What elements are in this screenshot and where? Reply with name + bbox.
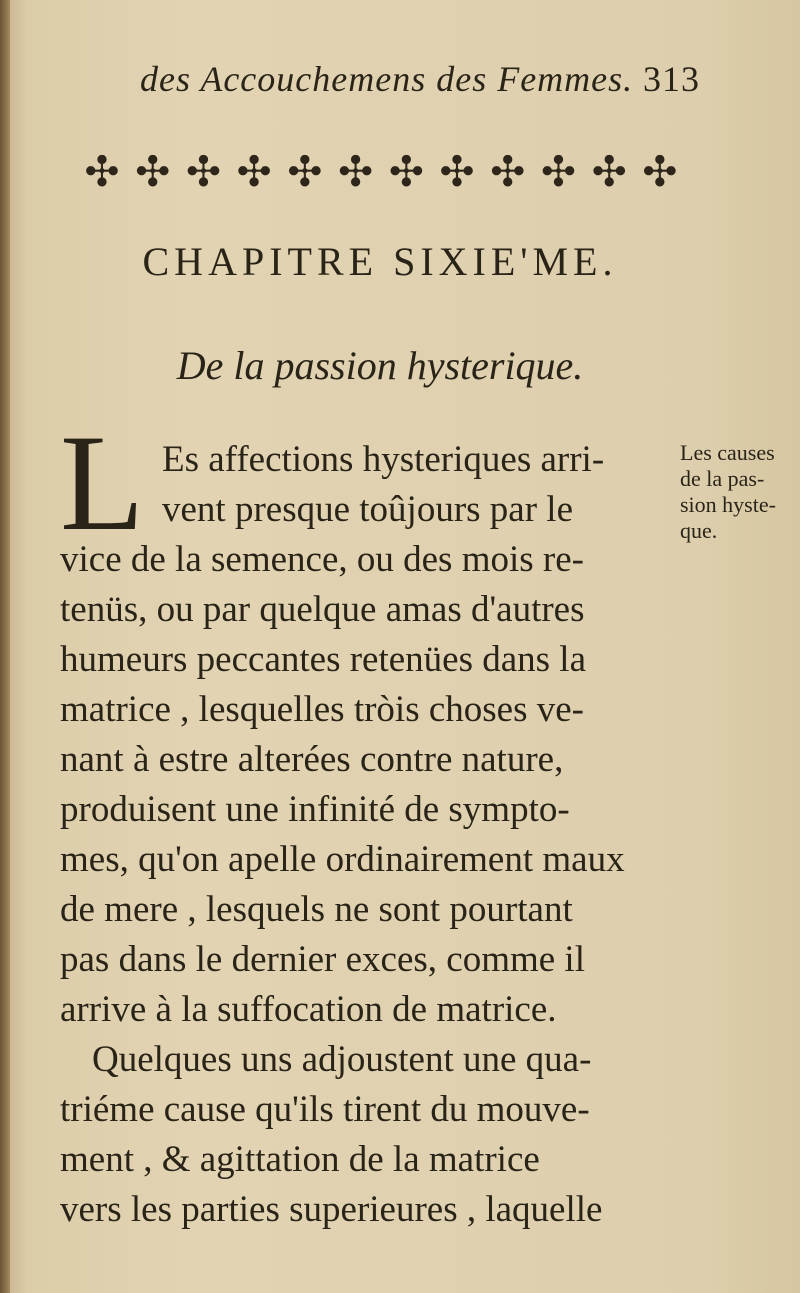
text-line: humeurs peccantes retenües dans la bbox=[60, 639, 587, 680]
ornament-glyph: ✣ bbox=[84, 150, 120, 196]
text-line: mes, qu'on apelle ordinairement maux bbox=[60, 839, 625, 880]
drop-cap: L bbox=[60, 406, 145, 559]
ornament-glyph: ✣ bbox=[490, 150, 526, 196]
text-line: nant à estre alterées contre nature, bbox=[60, 739, 564, 780]
ornament-glyph: ✣ bbox=[236, 150, 272, 196]
ornament-glyph: ✣ bbox=[287, 150, 323, 196]
decorative-ornament-band bbox=[78, 150, 684, 196]
text-line: triéme cause qu'ils tirent du mouve- bbox=[60, 1089, 590, 1130]
text-line: produisent une infinité de sympto- bbox=[60, 789, 570, 830]
page-number: 313 bbox=[643, 59, 700, 99]
margin-note bbox=[680, 440, 800, 544]
ornament-glyph: ✣ bbox=[185, 150, 222, 196]
text-line: vice de la semence, ou des mois re- bbox=[60, 539, 584, 580]
margin-note-line: Les causes bbox=[680, 440, 775, 465]
text-line: pas dans le dernier exces, comme il bbox=[60, 939, 585, 980]
text-line: vers les parties superieures , laquelle bbox=[60, 1189, 603, 1230]
text-line: Quelques uns adjoustent une qua- bbox=[92, 1039, 592, 1080]
ornament-glyph: ✣ bbox=[591, 150, 627, 196]
text-line: arrive à la suffocation de matrice. bbox=[60, 989, 557, 1030]
ornament-glyph: ✣ bbox=[135, 150, 171, 196]
text-line: Es affections hysteriques arri- bbox=[162, 439, 605, 480]
text-line: de mere , lesquels ne sont pourtant bbox=[60, 889, 573, 930]
chapter-subtitle: De la passion hysterique. bbox=[176, 343, 584, 388]
ornament-glyph: ✣ bbox=[642, 150, 678, 196]
book-binding-edge bbox=[0, 0, 10, 1293]
ornament-glyph: ✣ bbox=[439, 150, 475, 196]
text-line: ment , & agittation de la matrice bbox=[60, 1139, 540, 1180]
ornament-glyph: ✣ bbox=[388, 150, 424, 196]
ornament-glyph: ✣ bbox=[337, 150, 374, 196]
running-head-title: des Accouchemens des Femmes. bbox=[140, 59, 634, 99]
text-line: tenüs, ou par quelque amas d'autres bbox=[60, 589, 585, 630]
margin-note-line: de la pas- bbox=[680, 466, 765, 491]
text-line: matrice , lesquelles tròis choses ve- bbox=[60, 689, 584, 730]
text-line: vent presque toûjours par le bbox=[162, 489, 573, 530]
margin-note-line: sion hyste- bbox=[680, 492, 776, 517]
ornament-glyph: ✣ bbox=[540, 150, 577, 196]
margin-note-line: que. bbox=[680, 518, 718, 543]
chapter-heading: CHAPITRE SIXIE'ME. bbox=[142, 239, 618, 284]
running-head bbox=[140, 58, 700, 100]
